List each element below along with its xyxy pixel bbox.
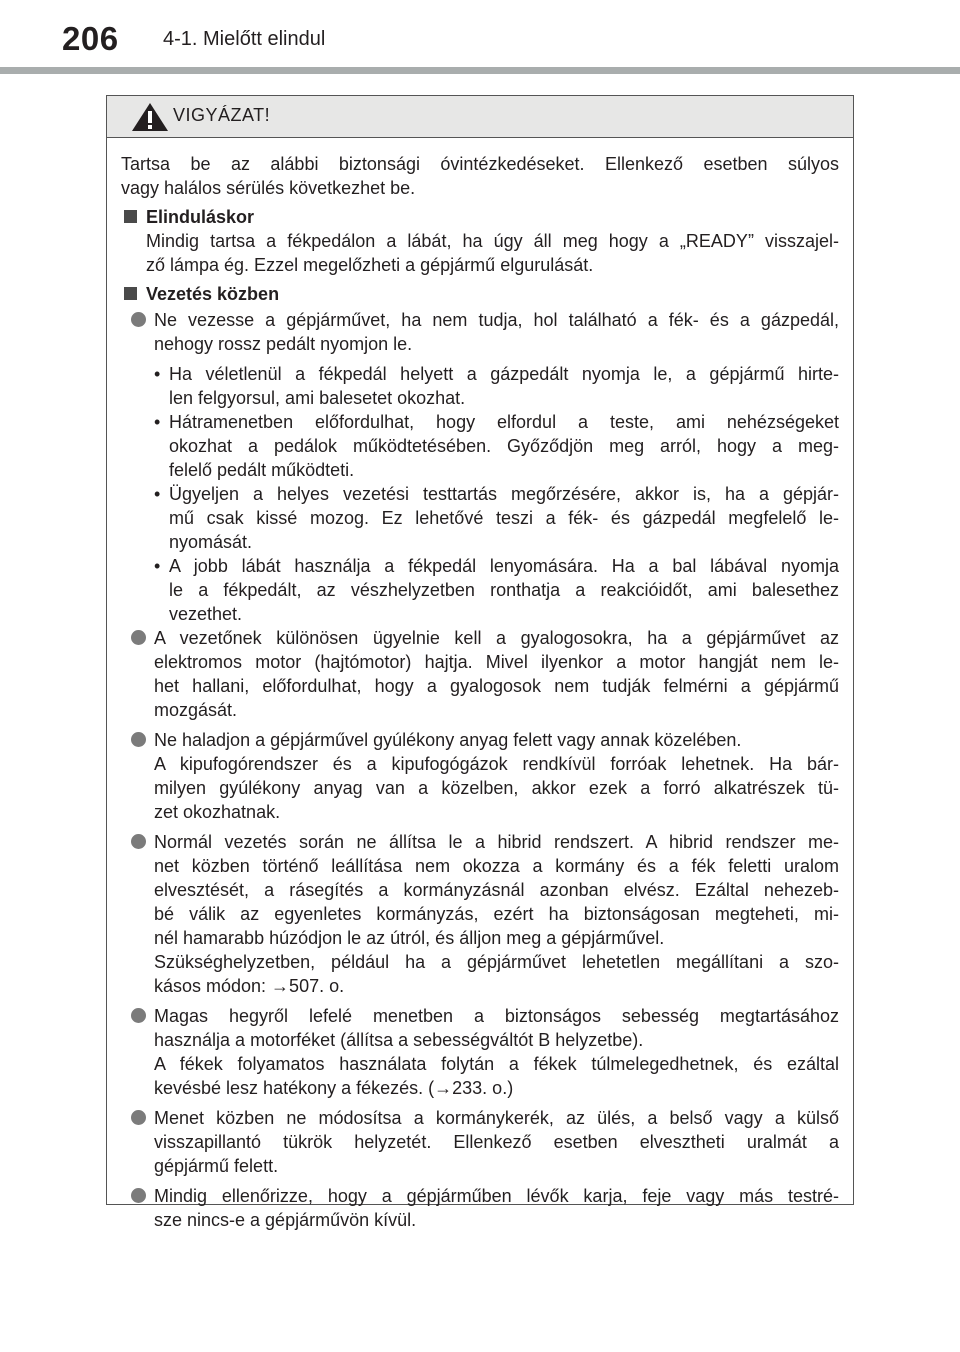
text-line: Ügyeljen a helyes vezetési testtartás megőrzésére, akkor is, ha a gépjár- <box>169 484 839 504</box>
sub-list-item <box>121 554 839 626</box>
text-line: elvesztését, a rásegítés a kormányzásnál azonban elvész. Ezáltal nehezeb- <box>154 880 839 900</box>
text-line: Ne vezesse a gépjárművet, ha nem tudja, hol található a fék- és a gázpedál, <box>154 310 839 330</box>
intro-paragraph <box>121 152 839 200</box>
text-line: A jobb lábát használja a fékpedál lenyomására. Ha a bal lábával nyomja <box>169 556 839 576</box>
text-line: Hátramenetben előfordulhat, hogy elfordul a teste, ami nehézségeket <box>169 412 839 432</box>
text-line: ző lámpa ég. Ezzel megelőzheti a gépjármű elgurulását. <box>146 255 594 275</box>
text-line: Normál vezetés során ne állítsa le a hibrid rendszert. A hibrid rendszer me- <box>154 832 839 852</box>
text-line: Tartsa be az alábbi biztonsági óvintézkedéseket. Ellenkező esetben súlyos <box>121 154 839 174</box>
text-line: mű csak kissé mozog. Ez lehetővé teszi a fék- és gázpedál megfelelő le- <box>169 508 839 528</box>
text-line: milyen gyúlékony anyag van a közelben, akkor ezek a forró alkatrészek tü- <box>154 778 839 798</box>
list-item <box>121 626 839 722</box>
round-bullet-icon <box>131 312 146 327</box>
text-line: okozhat a pedálok működtetésében. Győződjön meg arról, hogy a meg- <box>169 436 839 456</box>
list-item <box>121 1106 839 1178</box>
text-line: Menet közben ne módosítsa a kormánykerék, az ülés, a belső vagy a külső <box>154 1108 839 1128</box>
small-bullet-icon: • <box>154 364 161 384</box>
list-item <box>121 728 839 824</box>
text-line: elektromos motor (hajtómotor) hajtja. Mivel ilyenkor a motor hangját nem le- <box>154 652 839 672</box>
list-item <box>121 308 839 356</box>
small-bullet-icon: • <box>154 556 161 576</box>
sub-list-item <box>121 410 839 482</box>
text-line: le a fékpedált, az vészhelyzetben ronthatja a reakcióidőt, ami balesethez <box>169 580 839 600</box>
text-line: használja a motorféket (állítsa a sebességváltót B helyzetbe). <box>154 1030 644 1050</box>
warning-triangle-icon <box>131 102 169 132</box>
caution-title: VIGYÁZAT! <box>173 105 271 125</box>
text-line: Magas hegyről lefelé menetben a biztonságos sebesség megtartásához <box>154 1006 839 1026</box>
subsection-title: Elinduláskor <box>146 207 255 227</box>
text-line: A fékek folyamatos használata folytán a fékek túlmelegedhetnek, és ezáltal <box>154 1054 839 1074</box>
text-line: visszapillantó tükrök helyzetét. Ellenkező esetben elvesztheti uralmát a <box>154 1132 839 1152</box>
page-header <box>0 0 960 80</box>
list-item <box>121 1184 839 1232</box>
caution-header <box>107 96 853 138</box>
subsection-elinduláskor <box>121 205 839 277</box>
round-bullet-icon <box>131 1110 146 1125</box>
text-line: nél hamarabb húzódjon le az útról, és álljon meg a gépjárművel. <box>154 928 665 948</box>
caution-body <box>107 138 853 1232</box>
text-line: vezethet. <box>169 604 243 624</box>
header-rule <box>0 67 960 74</box>
text-line: sze nincs-e a gépjárművön kívül. <box>154 1210 417 1230</box>
round-bullet-icon <box>131 732 146 747</box>
text-line: Mindig tartsa a fékpedálon a lábát, ha úgy áll meg hogy a „READY” visszajel- <box>146 231 839 251</box>
square-bullet-icon <box>124 210 137 223</box>
text-line: Szükséghelyzetben, például ha a gépjárművet lehetetlen megállítani a szo- <box>154 952 839 972</box>
section-title: 4-1. Mielőtt elindul <box>163 28 326 50</box>
text-line: Ne haladjon a gépjárművel gyúlékony anyag felett vagy annak közelében. <box>154 730 742 750</box>
text-line: mozgását. <box>154 700 238 720</box>
text-line: vagy halálos sérülés következhet be. <box>121 178 416 198</box>
square-bullet-icon <box>124 287 137 300</box>
subsection-title: Vezetés közben <box>146 284 280 304</box>
list-item <box>121 830 839 998</box>
caution-box <box>106 95 854 1230</box>
sub-list-item <box>121 482 839 554</box>
text-line: kevésbé lesz hatékony a fékezés. (→233. o.) <box>154 1078 514 1098</box>
small-bullet-icon: • <box>154 484 161 504</box>
text-line: Mindig ellenőrizze, hogy a gépjárműben lévők karja, feje vagy más testré- <box>154 1186 839 1206</box>
text-line: kásos módon: →507. o. <box>154 976 345 996</box>
text-line: gépjármű felett. <box>154 1156 279 1176</box>
list-item <box>121 1004 839 1100</box>
text-line: A kipufogórendszer és a kipufogógázok rendkívül forróak lehetnek. Ha bár- <box>154 754 839 774</box>
text-line: felelő pedált működteti. <box>169 460 355 480</box>
round-bullet-icon <box>131 834 146 849</box>
subsection-vezetes-kozben <box>121 282 839 306</box>
text-line: nehogy rossz pedált nyomjon le. <box>154 334 413 354</box>
text-line: bé válik az egyenletes kormányzás, ezért ha biztonságosan megteheti, mi- <box>154 904 839 924</box>
sub-list-item <box>121 362 839 410</box>
text-line: nyomását. <box>169 532 253 552</box>
page-number: 206 <box>62 20 119 57</box>
round-bullet-icon <box>131 630 146 645</box>
text-line: zet okozhatnak. <box>154 802 281 822</box>
small-bullet-icon: • <box>154 412 161 432</box>
text-line: A vezetőnek különösen ügyelnie kell a gyalogosokra, ha a gépjárművet az <box>154 628 839 648</box>
text-line: net közben történő leállítása nem okozza a kormány és a fék feletti uralom <box>154 856 839 876</box>
round-bullet-icon <box>131 1188 146 1203</box>
round-bullet-icon <box>131 1008 146 1023</box>
text-line: Ha véletlenül a fékpedál helyett a gázpedált nyomja le, a gépjármű hirte- <box>169 364 839 384</box>
text-line: het hallani, előfordulhat, hogy a gyalogosok nem tudják felmérni a gépjármű <box>154 676 839 696</box>
text-line: len felgyorsul, ami balesetet okozhat. <box>169 388 466 408</box>
